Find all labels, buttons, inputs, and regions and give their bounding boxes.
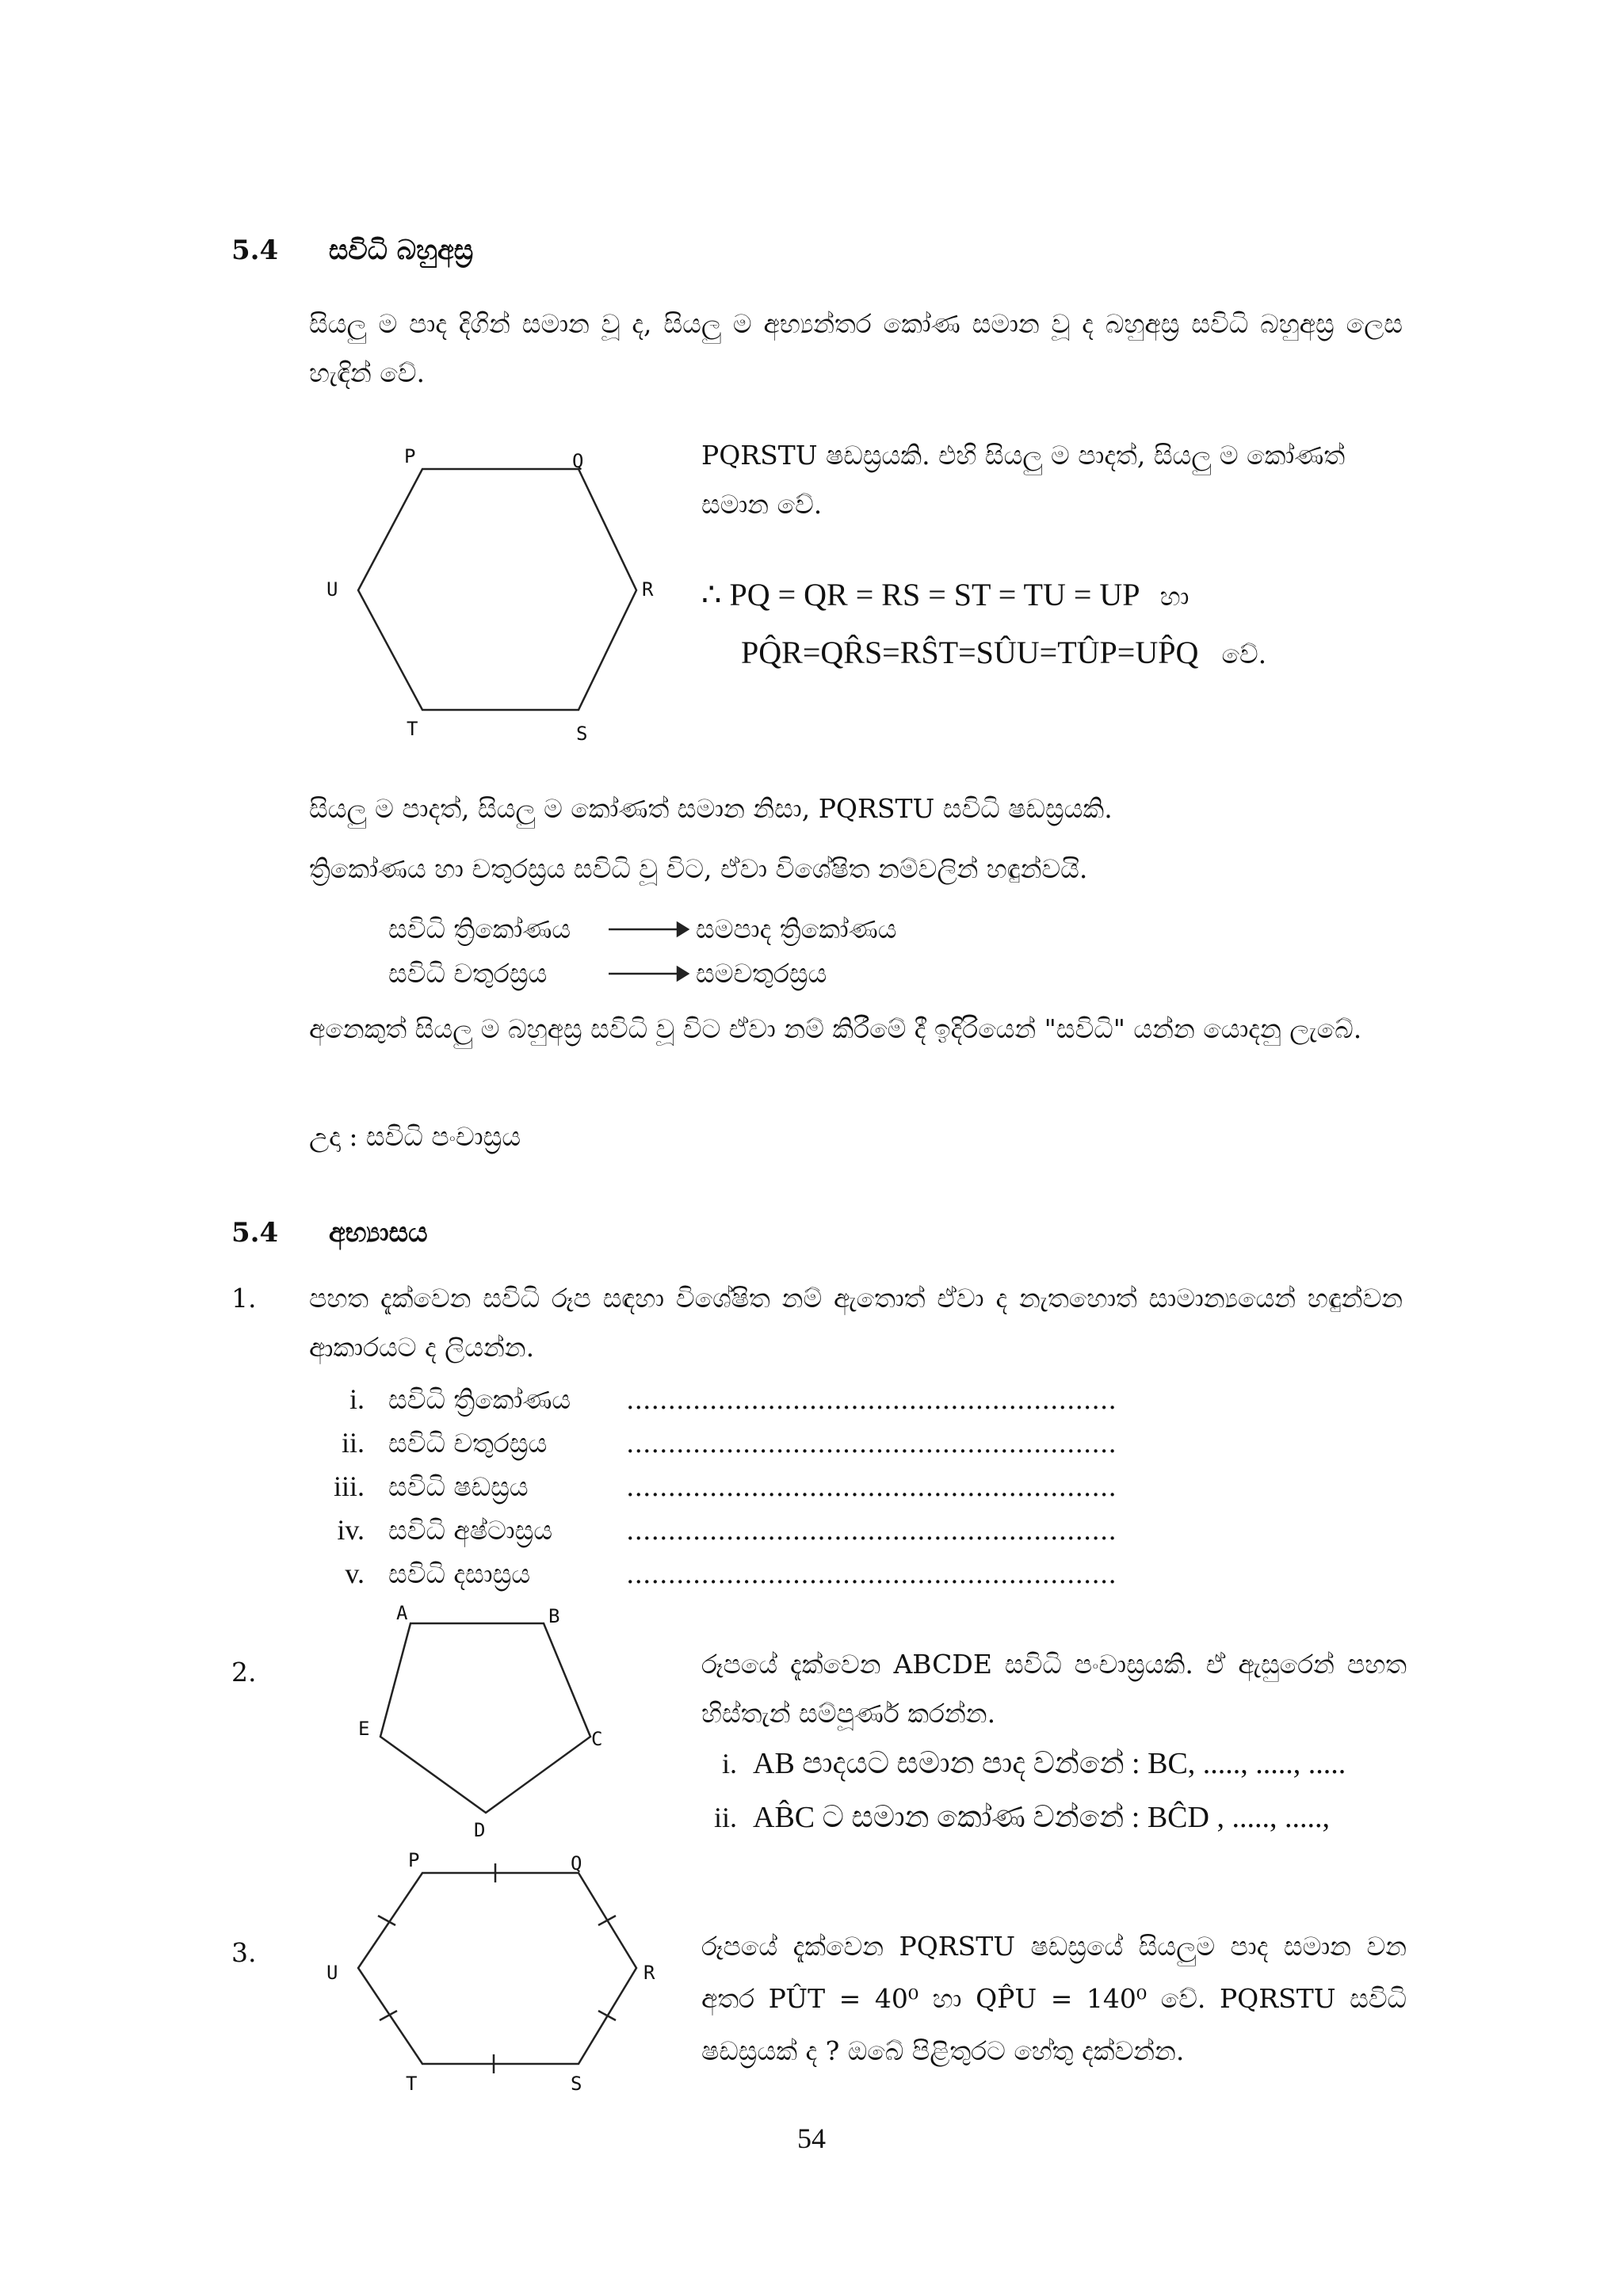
hex2-label-r: R [643,1962,655,1984]
section-number: 5.4 [231,235,279,266]
special-name-left-1: සවිධි ත්‍රිකෝණය [388,913,571,944]
q1-item: v. සවිධි දසාස්‍රය ........................................................... [345,1558,1117,1589]
hex2-label-t: T [406,2073,418,2095]
hex-label-s: S [576,723,588,745]
exercise-title: අභ්‍යාසය [328,1217,428,1249]
q1-item: iv. සවිධි අෂ්ටාස්‍රය ........................................................... [337,1514,1117,1546]
equal-sides-suffix: හා [1159,581,1190,612]
special-name-left-2: සවිධි චතුරස්‍රය [388,958,548,989]
hex2-label-s: S [571,2073,582,2095]
special-name-right-1: සමපාද ත්‍රිකෝණය [696,913,897,944]
hex2-label-q: Q [571,1852,582,1875]
equal-angles: PQ̂R=QR̂S=RŜT=SÛU=TÛP=UP̂Q [741,635,1199,670]
example: උදා : සවිධි පංචාස්‍රය [309,1121,521,1152]
q2-text: රූපයේ දැක්වෙන ABCDE සවිධි පංචාස්‍රයකි. ඒ ඇසුරෙන් පහත හිස්තැන් සම්පූර්ණ කරන්න. [701,1649,1407,1729]
exercise-number: 5.4 [231,1217,279,1249]
answer-blank[interactable]: ........................................................... [626,1428,1117,1459]
pent-label-c: C [591,1728,603,1750]
pent-label-d: D [474,1819,486,1841]
hex2-label-p: P [408,1849,420,1871]
tick-mark [598,2011,616,2020]
q3-number: 3. [231,1937,257,1968]
answer-blank[interactable]: ........................................................... [626,1471,1117,1502]
equal-sides: ∴ PQ = QR = RS = ST = TU = UP [701,577,1140,612]
answer-blank[interactable]: ........................................................... [626,1384,1117,1415]
definition-paragraph: සියලු ම පාද දිගින් සමාන වූ ද, සියලු ම අභ්‍යන්තර කෝණ සමාන වූ ද බහුඅස්‍ර සවිධි බහුඅස්‍ර ලෙස හැඳින් වේ. [309,308,1403,388]
q1-item: ii. සවිධි චතුරස්‍රය ........................................................... [341,1427,1117,1459]
conclusion: සියලු ම පාදත්, සියලු ම කෝණත් සමාන නිසා, PQRSTU සවිධි ෂඩස්‍රයකි. [309,793,1113,824]
q2-part-ii: ii. AB̂C ට සමාන කෝණ වන්නේ : BĈD , ....., ....., [713,1801,1330,1834]
answer-blank[interactable]: ........................................................... [626,1558,1117,1589]
q1-text: පහත දැක්වෙන සවිධි රූප සඳහා විශේෂිත නම් ඇතොත් ඒවා ද නැතහොත් සාමාන්‍යයෙන් හඳුන්වන ආකාරයට ද ලියන්න. [309,1283,1403,1363]
hex2-label-u: U [327,1962,338,1984]
q2-number: 2. [231,1657,257,1688]
q3-text: රූපයේ දැක්වෙන PQRSTU ෂඩස්‍රයේ සියලුම පාද සමාන වන අතර PÛT = 40⁰ හා QP̂U = 140⁰ වේ. PQRSTU සවිධි ෂඩස්‍රයක් ද ? ඔබේ පිළිතුරට හේතු දක්වන්න. [701,1931,1407,2066]
hex-label-u: U [327,578,338,601]
tick-mark [598,1916,616,1925]
hex-label-t: T [407,718,418,740]
hexagon-ticked-outline [358,1873,636,2064]
hex-label-r: R [642,578,654,601]
q2-part-i: i. AB පාදයට සමාන පාද වන්නේ : BC, ....., ....., ..... [721,1747,1346,1780]
hex-label-p: P [404,445,416,467]
q1-number: 1. [231,1283,257,1314]
pent-label-e: E [358,1718,370,1740]
special-name-right-2: සමචතුරස්‍රය [696,958,827,989]
pent-label-a: A [396,1602,408,1624]
hexagon-description: PQRSTU ෂඩස්‍රයකි. එහි සියලු ම පාදත්, සියලු ම කෝණත් සමාන වේ. [701,440,1346,520]
answer-blank[interactable]: ........................................................... [626,1515,1117,1546]
special-names-intro: ත්‍රිකෝණය හා චතුරස්‍රය සවිධි වූ විට, ඒවා විශේෂිත නම්වලින් හඳුන්වයි. [309,853,1088,884]
pent-label-b: B [548,1605,560,1627]
other-polygons-paragraph: අනෙකුත් සියලු ම බහුඅස්‍ර සවිධි වූ විට ඒවා නම් කිරීමේ දී ඉදිරියෙන් "සවිධි" යන්න යොදනු ලැබේ. [309,1013,1362,1044]
q1-item: iii. සවිධි ෂඩස්‍රය ........................................................... [333,1470,1117,1502]
section-title: සවිධි බහුඅස්‍ර [328,235,474,266]
hex-label-q: Q [572,450,584,472]
q1-item: i. සවිධි ත්‍රිකෝණය ........................................................... [349,1383,1117,1415]
equal-angles-suffix: වේ. [1221,639,1267,669]
page-number: 54 [797,2122,826,2154]
